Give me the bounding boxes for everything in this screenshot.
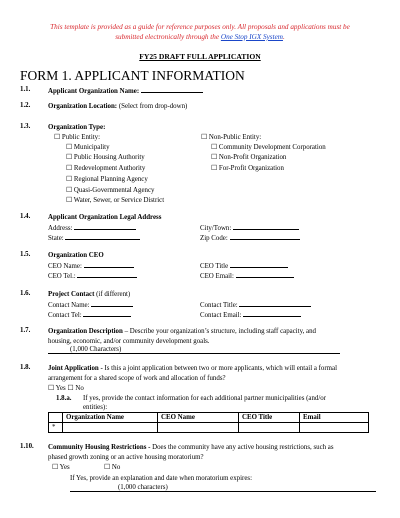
housing-restrictions-line-2: phased growth zoning or an active housing moratorium? [48, 454, 204, 461]
contact-email-field[interactable] [243, 310, 301, 317]
moratorium-instruction: If Yes, provide an explanation and date when moratorium expires: [70, 475, 252, 482]
option-water-sewer-district[interactable]: ☐ Water, Sewer, or Service District [66, 197, 165, 204]
section-number-1-6: 1.6. [20, 290, 31, 297]
option-community-development-corporation[interactable]: ☐ Community Development Corporation [211, 144, 326, 151]
checkbox-icon[interactable]: ☐ [52, 464, 59, 471]
option-non-profit-organization[interactable]: ☐ Non-Profit Organization [211, 154, 287, 161]
ceo-tel-row: CEO Tel.: [48, 271, 137, 281]
checkbox-icon[interactable]: ☐ [211, 165, 218, 172]
partner-ceo-name-cell[interactable] [158, 423, 239, 433]
section-number-1-7: 1.7. [20, 327, 31, 334]
checkbox-icon[interactable]: ☐ [54, 134, 61, 141]
section-number-1-4: 1.4. [20, 213, 31, 220]
checkbox-icon[interactable]: ☐ [66, 144, 73, 151]
notice-line-2: submitted electronically through the [115, 33, 221, 41]
applicant-name-label: Applicant Organization Name [48, 88, 137, 95]
ceo-title-field[interactable] [230, 261, 288, 268]
checkbox-icon[interactable]: ☐ [66, 187, 73, 194]
option-regional-planning-agency[interactable]: ☐ Regional Planning Agency [66, 176, 148, 183]
form-title: FORM 1. APPLICANT INFORMATION [20, 68, 245, 83]
ceo-name-field[interactable] [84, 261, 134, 268]
partner-organization-cell[interactable] [63, 423, 158, 433]
contact-title-row: Contact Title: [200, 300, 311, 310]
ceo-tel-field[interactable] [77, 271, 137, 278]
joint-application-line-1: Joint Application - Is this a joint application between two or more applicants, which will entail a formal [48, 365, 337, 372]
col-ceo-title: CEO Title [239, 413, 300, 423]
checkbox-icon[interactable]: ☐ [104, 464, 111, 471]
draft-title: FY25 DRAFT FULL APPLICATION [139, 52, 261, 61]
joint-partner-instruction-1: If yes, provide the contact information for each additional partner municipalities (and/or [83, 395, 326, 402]
table-row [49, 423, 369, 433]
contact-name-row: Contact Name: [48, 300, 133, 310]
partner-table [48, 412, 369, 433]
legal-address-heading: Applicant Organization Legal Address [48, 214, 162, 221]
city-field[interactable] [233, 223, 299, 230]
checkbox-icon[interactable]: ☐ [201, 134, 208, 141]
checkbox-icon[interactable]: ☐ [66, 154, 73, 161]
contact-tel-field[interactable] [83, 310, 131, 317]
moratorium-char-limit: (1,000 characters) [118, 484, 168, 491]
non-public-entity-option[interactable]: ☐ Non-Public Entity: [201, 134, 262, 141]
checkbox-icon[interactable]: ☐ [211, 144, 218, 151]
section-number-1-10: 1.10. [20, 443, 34, 450]
ceo-title-row: CEO Title [200, 261, 288, 271]
ceo-email-field[interactable] [236, 271, 294, 278]
contact-title-field[interactable] [239, 300, 311, 307]
notice-line-1: This template is provided as a guide for reference purposes only. All proposals and applications must be [50, 23, 350, 31]
applicant-name-field[interactable] [141, 86, 203, 93]
option-municipality[interactable]: ☐ Municipality [66, 144, 110, 151]
address-row: Address: [48, 223, 136, 233]
state-field[interactable] [65, 233, 140, 240]
zip-row: Zip Code: [200, 233, 300, 243]
state-row: State: [48, 233, 140, 243]
joint-partner-instruction-2: entities): [83, 404, 108, 411]
partner-ceo-title-cell[interactable] [239, 423, 300, 433]
checkbox-icon[interactable]: ☐ [67, 385, 74, 392]
checkbox-icon[interactable]: ☐ [211, 154, 218, 161]
one-stop-igx-link[interactable]: One Stop IGX System [220, 33, 283, 41]
section-number-1-8: 1.8. [20, 364, 31, 371]
public-entity-option[interactable]: ☐ Public Entity: [54, 134, 101, 141]
section-number-1-1: 1.1. [20, 86, 31, 93]
table-marker-cell [49, 413, 63, 423]
location-note: (Select from drop-down) [118, 103, 188, 110]
col-ceo-name: CEO Name [158, 413, 239, 423]
joint-no-option[interactable]: ☐ No [67, 385, 84, 392]
ceo-heading: Organization CEO [48, 252, 104, 259]
contact-name-field[interactable] [91, 300, 133, 307]
joint-application-options [48, 384, 84, 393]
contact-email-row: Contact Email: [200, 310, 301, 320]
partner-email-cell[interactable] [300, 423, 369, 433]
zip-field[interactable] [230, 233, 300, 240]
moratorium-answer-line[interactable] [70, 491, 376, 492]
restrictions-yes-option[interactable]: ☐ Yes [52, 464, 70, 471]
location-label: Organization Location: [48, 103, 118, 110]
organization-type-heading: Organization Type: [48, 124, 106, 131]
option-public-housing-authority[interactable]: ☐ Public Housing Authority [66, 154, 145, 161]
address-field[interactable] [74, 223, 136, 230]
checkbox-icon[interactable]: ☐ [66, 197, 73, 204]
section-number-1-3: 1.3. [20, 123, 31, 130]
ceo-name-row: CEO Name: [48, 261, 134, 271]
col-email: Email [300, 413, 369, 423]
joint-application-line-2: arrangement for a shared scope of work and allocation of funds? [48, 375, 226, 382]
joint-yes-option[interactable]: ☐ Yes [48, 385, 66, 392]
option-for-profit-organization[interactable]: ☐ For-Profit Organization [211, 165, 284, 172]
city-row: City/Town: [200, 223, 299, 233]
description-line-2: housing, economic, and/or community development goals. [48, 338, 210, 345]
contact-tel-row: Contact Tel: [48, 310, 131, 320]
restrictions-no-option[interactable]: ☐ No [104, 464, 121, 471]
description-line-1: Organization Description – Describe your organization’s structure, including staff capacity, and [48, 328, 316, 335]
checkbox-icon[interactable]: ☐ [48, 385, 55, 392]
reference-notice [18, 22, 382, 42]
row-marker: * [49, 423, 63, 433]
section-number-1-5: 1.5. [20, 251, 31, 258]
section-1-1-row: Applicant Organization Name: [48, 86, 203, 96]
col-organization-name: Organization Name [63, 413, 158, 423]
ceo-email-row: CEO Email: [200, 271, 294, 281]
section-1-2-row [48, 102, 187, 111]
section-number-1-2: 1.2. [20, 102, 31, 109]
checkbox-icon[interactable]: ☐ [66, 165, 73, 172]
subsection-number-1-8-a: 1.8.a. [56, 395, 72, 402]
notice-period: . [282, 33, 285, 41]
description-char-limit: (1,000 Characters) [70, 346, 122, 353]
project-contact-heading: Project Contact (if different) [48, 291, 131, 298]
checkbox-icon[interactable]: ☐ [66, 176, 73, 183]
housing-restrictions-line-1: Community Housing Restrictions - Does the community have any active housing restrictions, such as [48, 444, 334, 451]
option-quasi-governmental-agency[interactable]: ☐ Quasi-Governmental Agency [66, 187, 155, 194]
partner-table-header [49, 413, 369, 423]
option-redevelopment-authority[interactable]: ☐ Redevelopment Authority [66, 165, 146, 172]
